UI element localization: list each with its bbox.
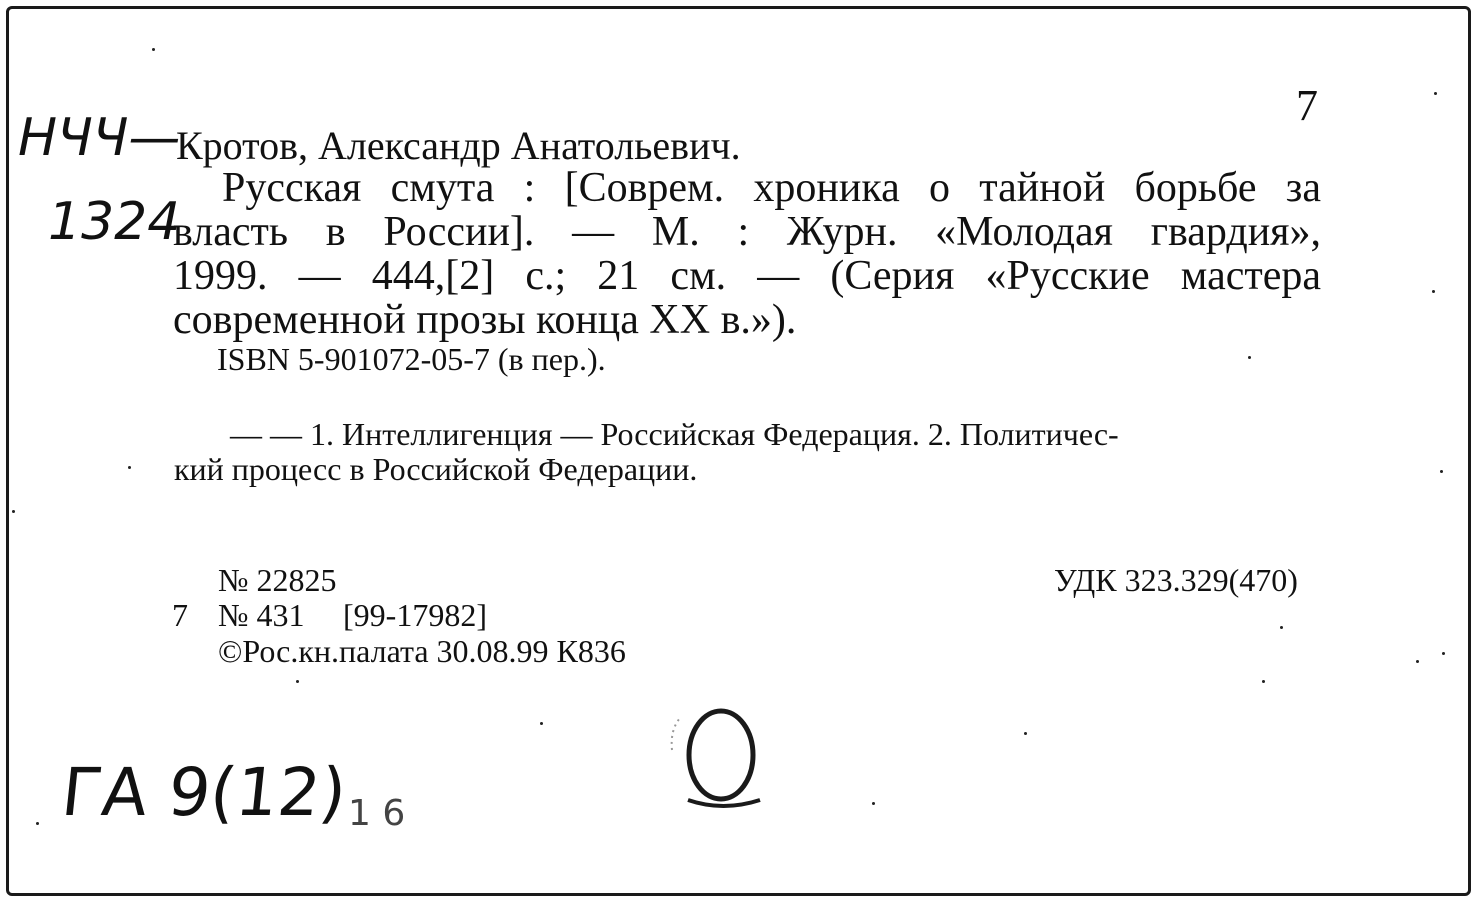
bracket-code: [99-17982]	[343, 597, 487, 633]
scan-speck	[1442, 652, 1445, 655]
scan-speck	[872, 802, 875, 805]
handwritten-code-line1: НЧЧ—	[18, 108, 181, 168]
registration-number: № 22825	[218, 562, 337, 598]
handwritten-shelf-mark: ГА 9(12)	[58, 754, 350, 831]
handwritten-oval-icon	[668, 700, 778, 820]
scan-speck	[128, 466, 131, 469]
subjects-line-2: кий процесс в Российской Федерации.	[174, 451, 698, 487]
scan-speck	[12, 510, 15, 513]
handwritten-code-line2: 1324	[48, 192, 181, 252]
description-line-4: современной прозы конца XX в.»).	[173, 297, 797, 343]
copyright-line: ©Рос.кн.палата 30.08.99 К836	[218, 633, 626, 669]
scan-speck	[296, 680, 299, 683]
side-mark: 7	[172, 597, 188, 633]
handwritten-shelf-suffix: 1 6	[348, 793, 406, 834]
isbn: ISBN 5-901072-05-7 (в пер.).	[217, 341, 606, 377]
scan-speck	[1434, 92, 1437, 95]
author-heading: Кротов, Александр Анатольевич.	[176, 123, 741, 168]
scan-speck	[540, 722, 543, 725]
scan-speck	[1440, 470, 1443, 473]
description-line-3: 1999. — 444,[2] с.; 21 см. — (Серия «Русские мастера	[173, 253, 1321, 299]
scan-speck	[1280, 626, 1283, 629]
subjects-line-1: — — 1. Интеллигенция — Российская Федерация. 2. Политичес-	[230, 416, 1119, 452]
scan-speck	[1262, 680, 1265, 683]
udc-code: УДК 323.329(470)	[1054, 562, 1298, 598]
description-line-1: Русская смута : [Соврем. хроника о тайной борьбе за	[222, 165, 1321, 211]
description-line-2: власть в России]. — М. : Журн. «Молодая гвардия»,	[173, 209, 1321, 255]
scan-speck	[1432, 290, 1435, 293]
scan-speck	[152, 48, 155, 51]
scan-speck	[1024, 732, 1027, 735]
scan-speck	[36, 822, 39, 825]
scan-speck	[1416, 660, 1419, 663]
card-number: № 431	[218, 597, 305, 633]
page-number: 7	[1296, 81, 1318, 130]
scan-speck	[1248, 356, 1251, 359]
